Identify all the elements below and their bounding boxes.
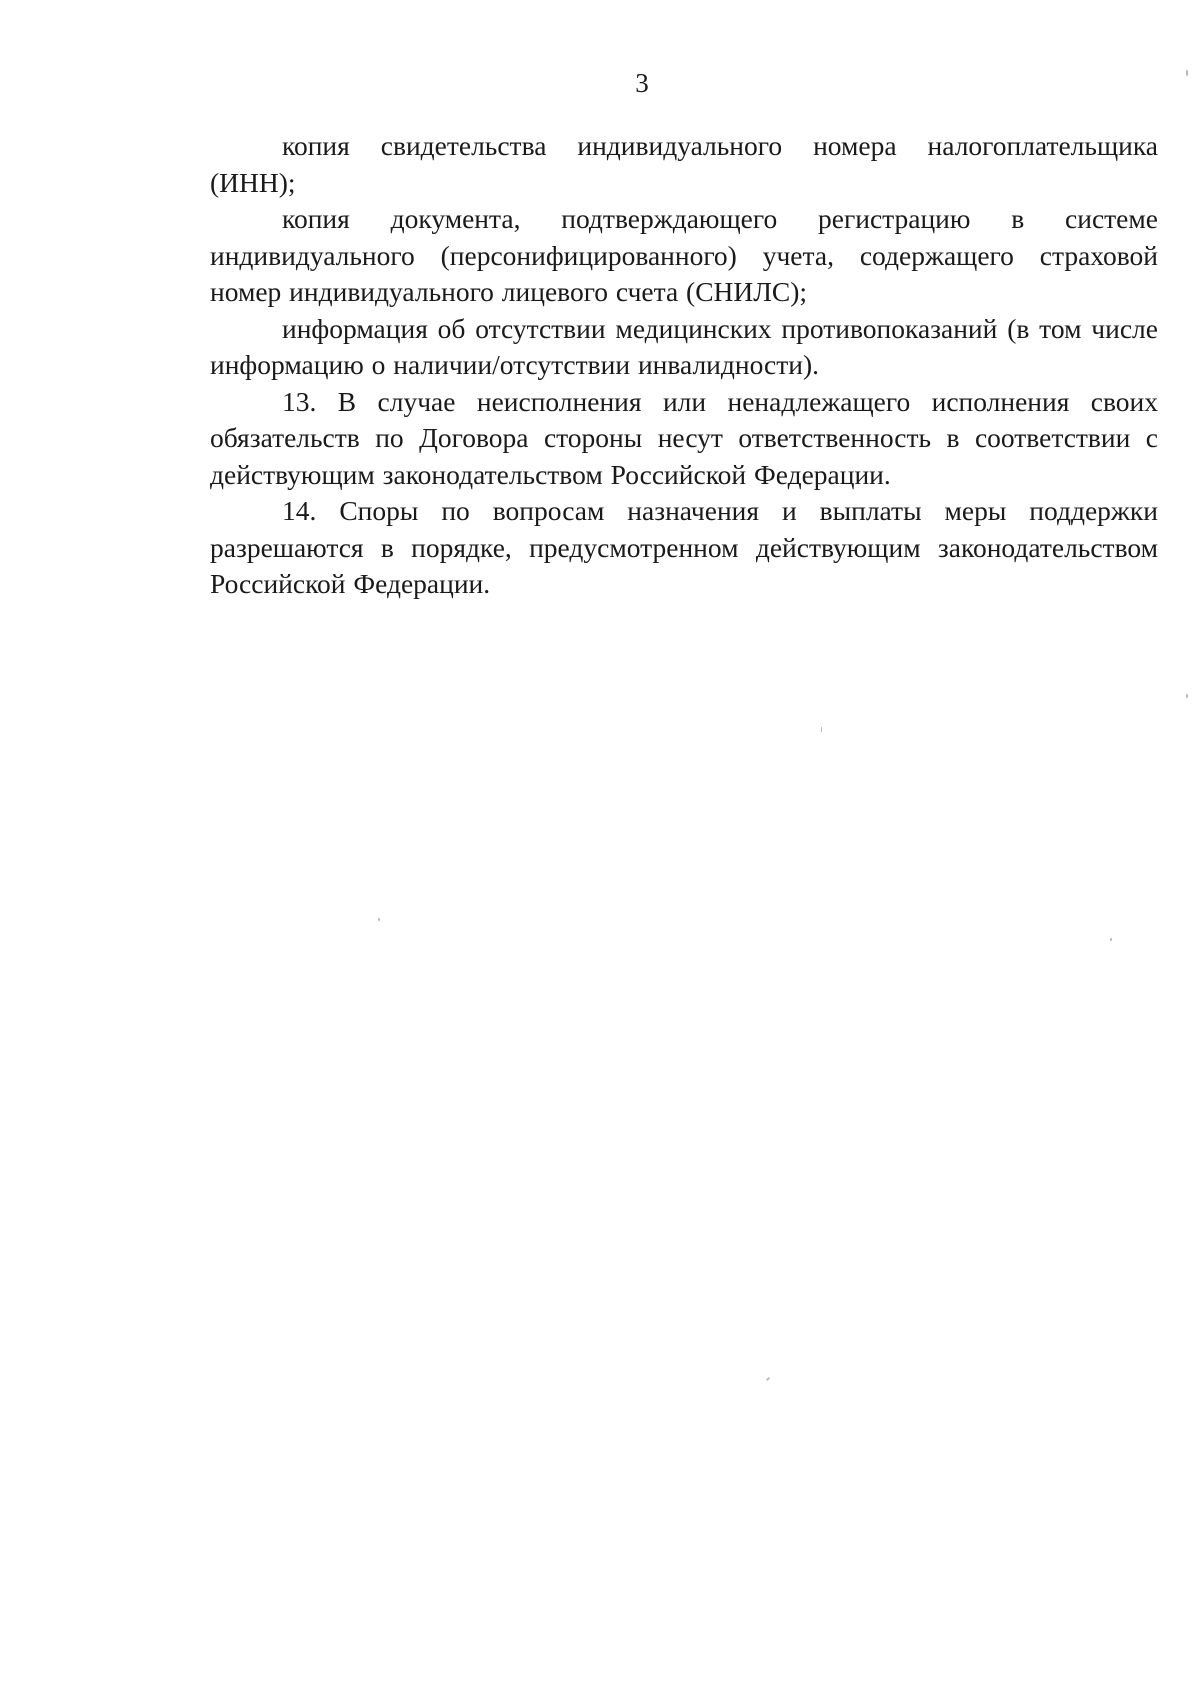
scan-speck: [1186, 694, 1188, 698]
document-body: [210, 128, 1158, 603]
scan-speck: [1186, 70, 1188, 76]
scan-speck: [766, 1377, 770, 1381]
paragraph-item-14: 14. Споры по вопросам назначения и выплаты меры поддержки разрешаются в порядке, предусмотренном действующим законодательством Российской Федерации.: [210, 495, 1158, 599]
paragraph-inn-copy: копия свидетельства индивидуального номера налогоплательщика (ИНН);: [210, 130, 1158, 198]
scan-speck: [821, 727, 822, 732]
paragraph-item-13: 13. В случае неисполнения или ненадлежащего исполнения своих обязательств по Договора стороны несут ответственность в соответствии с действующим законодательством Российской Федерации.: [210, 385, 1158, 490]
paragraph-snils-copy: копия документа, подтверждающего регистрацию в системе индивидуального (персонифицированного) учета, содержащего страховой номер индивидуального лицевого счета (СНИЛС);: [210, 203, 1158, 307]
paragraph-medical-info: информация об отсутствии медицинских противопоказаний (в том числе информацию о наличии/отсутствии инвалидности).: [210, 312, 1158, 380]
page-number: 3: [635, 68, 649, 98]
scan-speck: [1110, 938, 1112, 941]
scan-speck: [378, 918, 380, 921]
